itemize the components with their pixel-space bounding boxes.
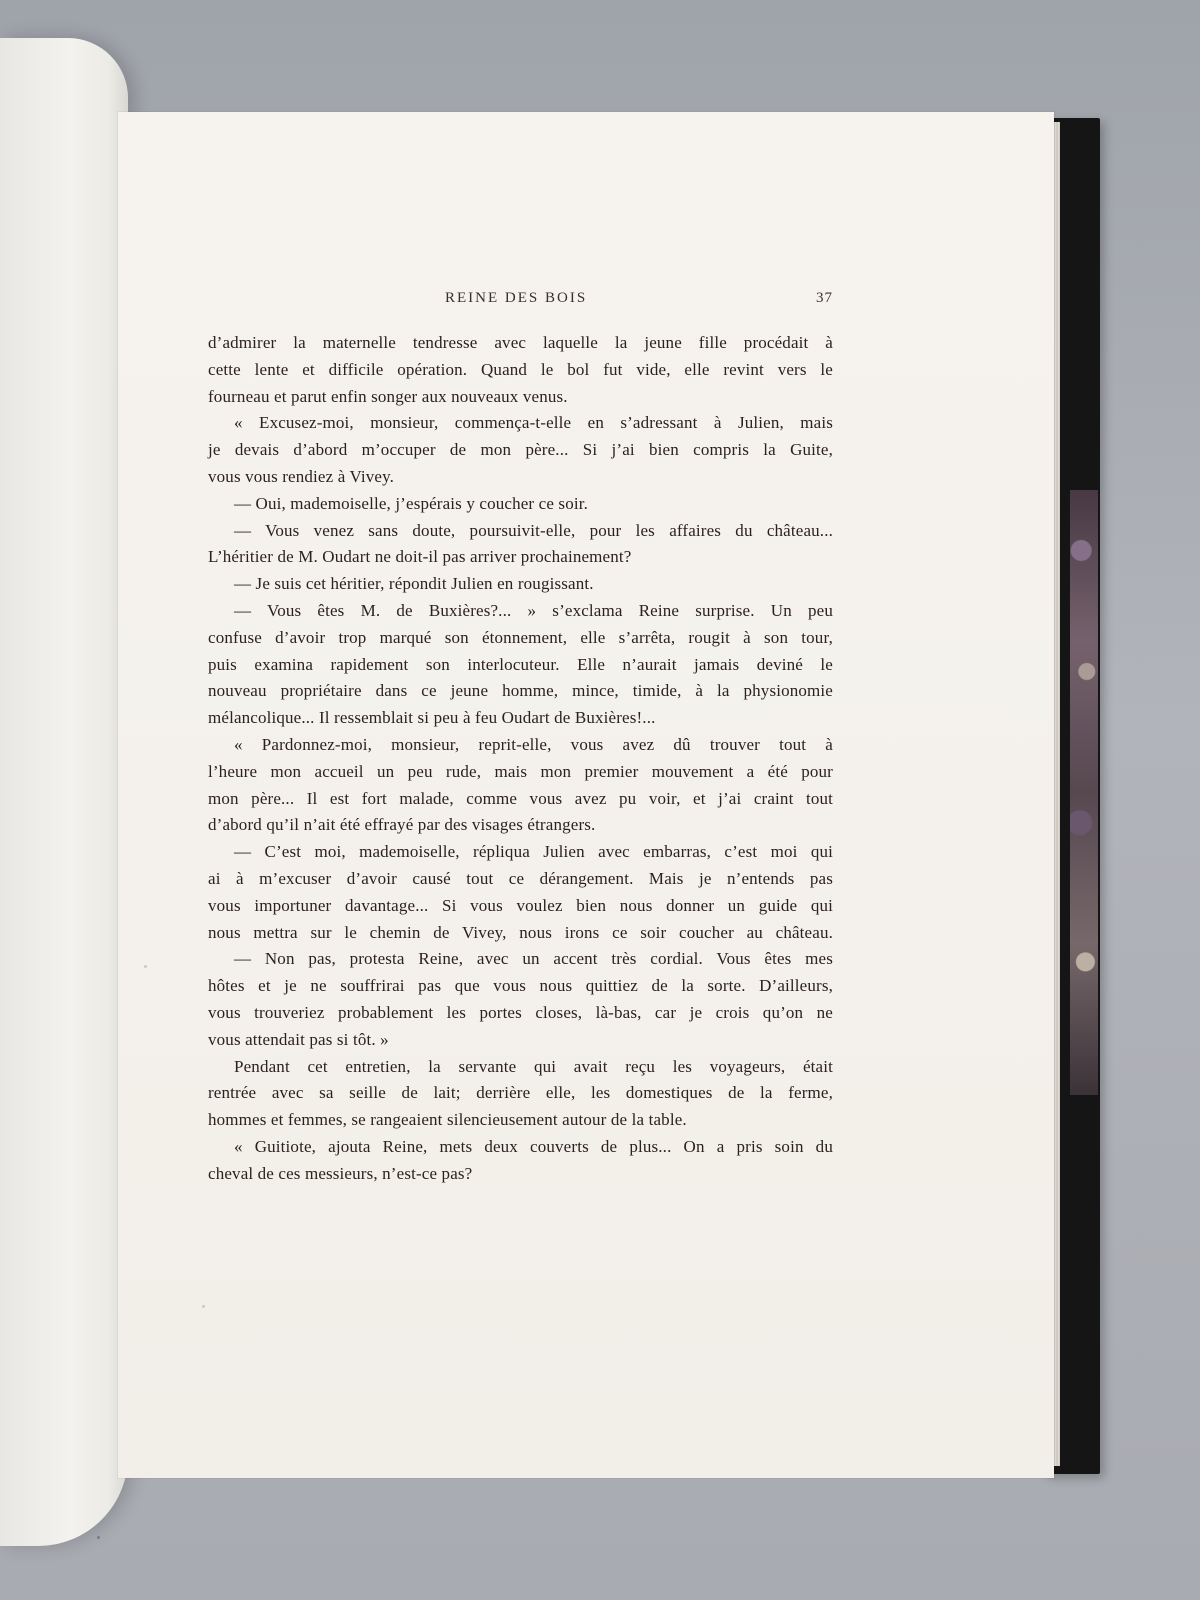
text-line: d’abord qu’il n’ait été effrayé par des visages étrangers. [208,815,596,835]
text-line: vous attendait pas si tôt. » [208,1029,389,1049]
text-line: Pendant cet entretien, la servante qui avait reçu les voyageurs, était [234,1056,833,1076]
text-line: mélancolique... Il ressemblait si peu à feu Oudart de Buxières!... [208,708,656,728]
text-line: « Excusez-moi, monsieur, commença-t-elle en s’adressant à Julien, mais [234,413,833,433]
paper-speck [144,965,147,968]
text-line: d’admirer la maternelle tendresse avec laquelle la jeune fille procédait à [208,333,833,352]
text-line: vous importuner davantage... Si vous voulez bien nous donner un guide qui [208,895,833,915]
text-line: — Vous venez sans doute, poursuivit-elle, pour les affaires du château... [234,520,833,540]
text-line: hommes et femmes, se rangeaient silencieusement autour de la table. [208,1110,687,1130]
text-line: puis examina rapidement son interlocuteur. Elle n’aurait jamais deviné le [208,654,833,674]
text-line: — Oui, mademoiselle, j’espérais y coucher ce soir. [234,493,588,513]
text-line: vous vous rendiez à Vivey. [208,466,395,486]
text-line: « Pardonnez-moi, monsieur, reprit-elle, vous avez dû trouver tout à [234,734,833,754]
running-title: REINE DES BOIS [445,290,588,306]
body-text [208,330,833,1188]
marbled-paper-edge [1070,490,1098,1095]
text-line: — Vous êtes M. de Buxières?... » s’exclama Reine surprise. Un peu [234,600,833,620]
paper-speck [97,1536,100,1539]
text-line: « Guitiote, ajouta Reine, mets deux couverts de plus... On a pris soin du [234,1136,833,1156]
text-line: l’heure mon accueil un peu rude, mais mon premier mouvement a été pour [208,761,833,781]
paper-speck [202,1305,205,1308]
text-line: L’héritier de M. Oudart ne doit-il pas arriver prochainement? [208,547,632,567]
text-line: fourneau et parut enfin songer aux nouveaux venus. [208,386,568,406]
text-line: hôtes et je ne souffrirai pas que vous nous quittiez de la sorte. D’ailleurs, [208,976,833,996]
text-line: cette lente et difficile opération. Quand le bol fut vide, elle revint vers le [208,359,833,379]
left-page-curve [0,38,128,1546]
text-line: cheval de ces messieurs, n’est-ce pas? [208,1163,473,1183]
text-line: — Non pas, protesta Reine, avec un accent très cordial. Vous êtes mes [234,949,833,969]
page-header [208,290,833,314]
page-number: 37 [816,290,833,306]
text-line: je devais d’abord m’occuper de mon père... Si j’ai bien compris la Guite, [208,440,833,460]
text-line: nous mettra sur le chemin de Vivey, nous irons ce soir coucher au château. [208,922,833,942]
text-line: mon père... Il est fort malade, comme vous avez pu voir, et j’ai craint tout [208,788,833,808]
text-line: vous trouveriez probablement les portes closes, là-bas, car je crois qu’on ne [208,1002,833,1022]
text-line: nouveau propriétaire dans ce jeune homme, mince, timide, à la physionomie [208,681,833,701]
text-line: confuse d’avoir trop marqué son étonnement, elle s’arrêta, rougit à son tour, [208,627,833,647]
text-line: — Je suis cet héritier, répondit Julien en rougissant. [234,574,594,594]
text-line: rentrée avec sa seille de lait; derrière elle, les domestiques de la ferme, [208,1083,833,1103]
text-line: ai à m’excuser d’avoir causé tout ce dérangement. Mais je n’entends pas [208,868,833,888]
text-line: — C’est moi, mademoiselle, répliqua Julien avec embarras, c’est moi qui [234,842,833,862]
